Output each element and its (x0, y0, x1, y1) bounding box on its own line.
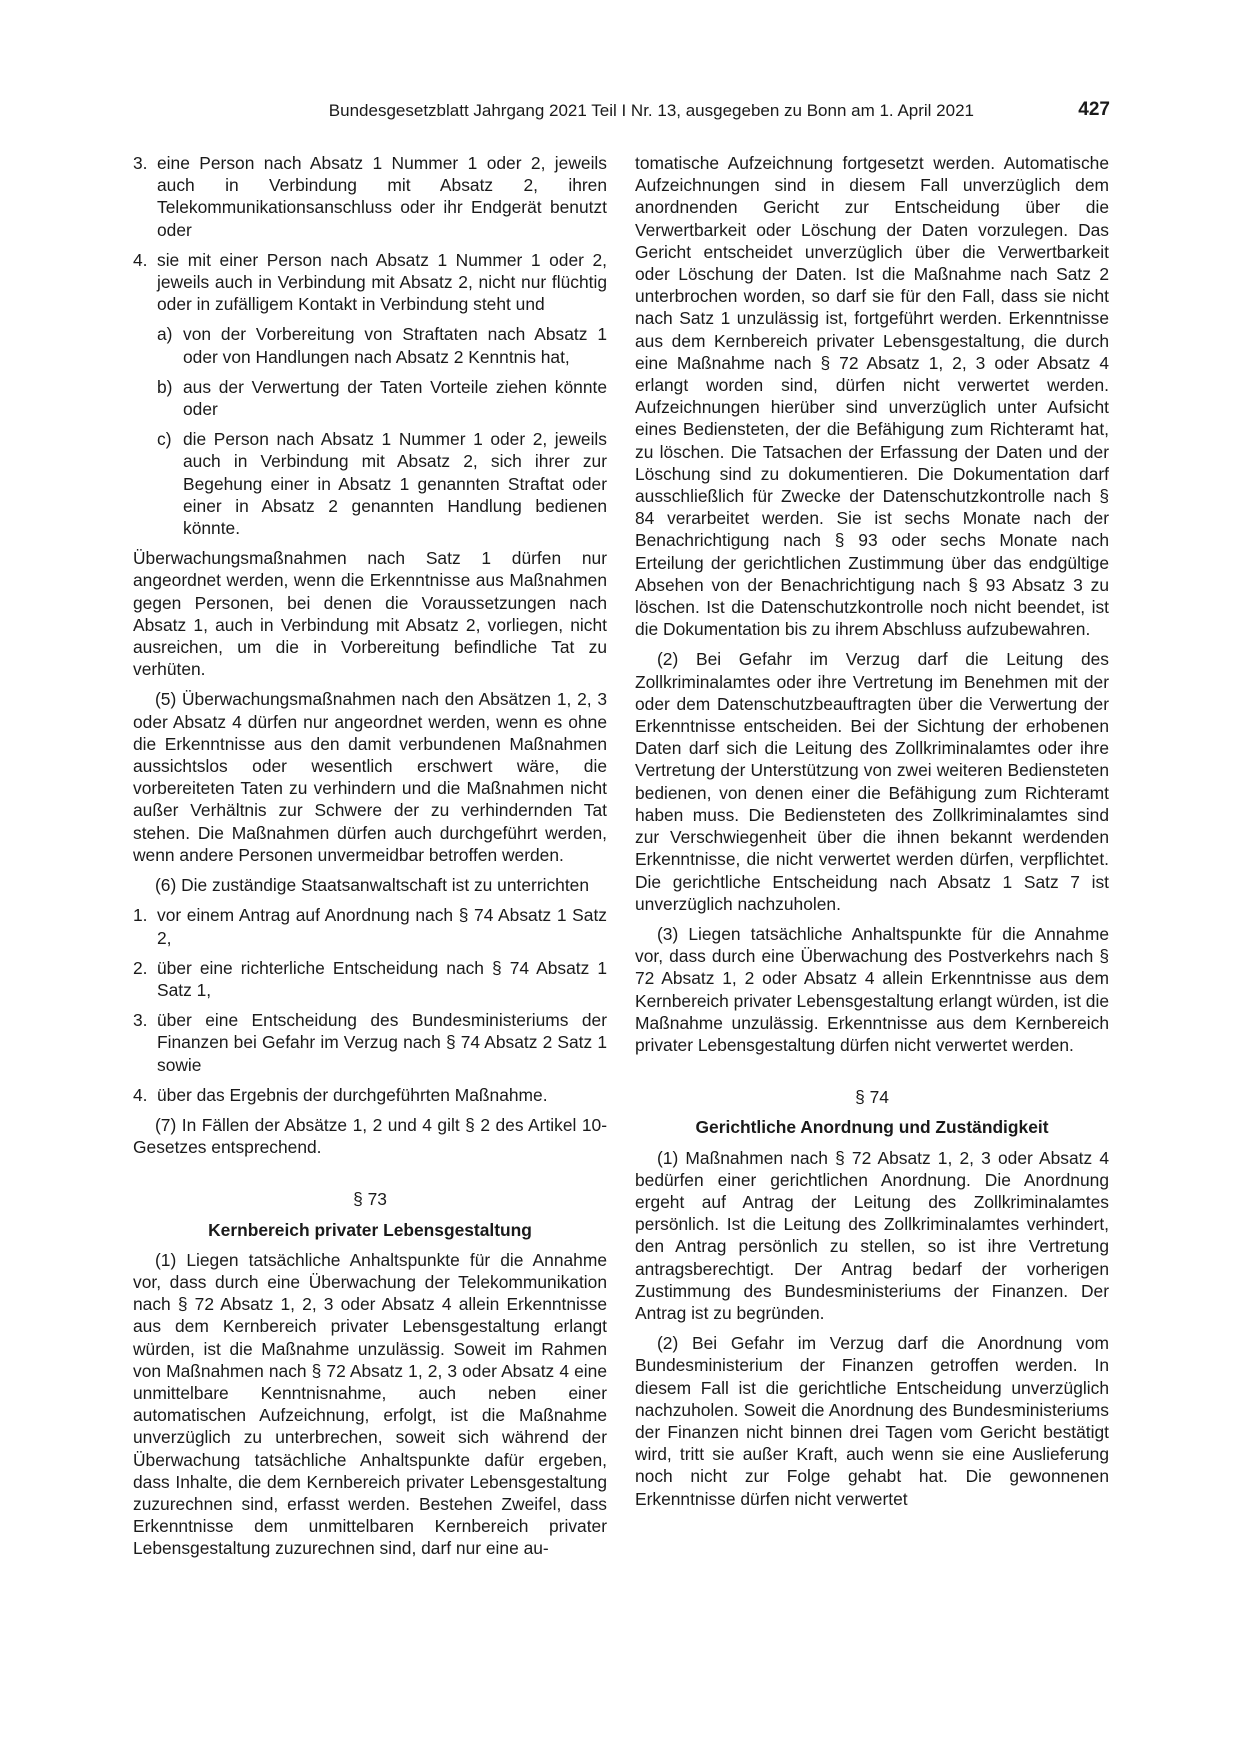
list-item (133, 904, 607, 948)
list-item-number: 1. (133, 905, 148, 926)
paragraph-5: (5) Überwachungsmaßnahmen nach den Absätzen 1, 2, 3 oder Absatz 4 dürfen nur angeordnet werden, wenn es ohne die Erkenntnisse aus den damit verbundenen Maßnahmen aussichtslos oder wesentlich erschwert wäre, die vorbereiteten Taten zu verhindern und die Maßnahmen nicht außer Verhältnis zur Schwere der zu verhindernden Tat stehen. Die Maßnahmen dürfen auch durchgeführt werden, wenn andere Personen unvermeidbar betroffen werden. (133, 689, 607, 865)
sub-list-letter: a) (157, 324, 173, 345)
sub-list-text: die Person nach Absatz 1 Nummer 1 oder 2, jeweils auch in Verbindung mit Absatz 2, sich ihrer zur Begehung einer in Absatz 1 genannten Straftat oder einer in Absatz 2 genannten Handlung bedienen könnte. (183, 429, 607, 539)
paragraph-6: (6) Die zuständige Staatsanwaltschaft ist zu unterrichten (155, 875, 590, 896)
list-item (133, 1009, 607, 1076)
sub-list-letter: b) (157, 376, 173, 397)
paragraph-1: (1) Maßnahmen nach § 72 Absatz 1, 2, 3 oder Absatz 4 bedürfen einer gerichtlichen Anordnung. Die Anordnung ergeht auf Antrag der Leitung des Zollkriminalamtes persönlich. Ist die Leitung des Zollkriminalamtes verhindert, den Antrag persönlich zu stellen, so ist ihre Vertretung antragsberechtigt. Der Antrag bedarf der vorherigen Zustimmung des Bundesministeriums der Finanzen. Der Antrag ist zu begründen. (635, 1147, 1109, 1323)
list-item-text: über eine richterliche Entscheidung nach § 74 Absatz 1 Satz 1, (157, 957, 607, 1000)
paragraph-7: (7) In Fällen der Absätze 1, 2 und 4 gilt § 2 des Artikel 10-Gesetzes entsprechend. (133, 1114, 607, 1158)
paragraph-1: (1) Liegen tatsächliche Anhaltspunkte für die Annahme vor, dass durch eine Überwachung der Telekommunikation nach § 72 Absatz 1, 2, 3 oder Absatz 4 allein Erkenntnisse aus dem Kernbereich privater Lebensgestaltung erlangt würden, ist die Maßnahme unzulässig. Soweit im Rahmen von Maßnahmen nach § 72 Absatz 1, 2, 3 oder Absatz 4 eine unmittelbare Kenntnisnahme, auch neben einer automatischen Aufzeichnung, erfolgt, ist die Maßnahme unverzüglich zu unterbrechen, soweit sich während der Überwachung tatsächliche Anhaltspunkte dafür ergeben, dass Inhalte, die dem Kernbereich privater Lebensgestaltung zuzurechnen sind, erfasst werden. Bestehen Zweifel, dass Erkenntnisse dem unmittelbaren Kernbereich privater Lebensgestaltung zuzurechnen sind, darf nur eine au- (133, 1249, 607, 1559)
list-item (133, 152, 607, 241)
list-item-text: sie mit einer Person nach Absatz 1 Nummer 1 oder 2, jeweils auch in Verbindung mit Absatz 2, nicht nur flüchtig oder in zufälligem Kontakt in Verbindung steht und (157, 249, 607, 315)
paragraph-3: (3) Liegen tatsächliche Anhaltspunkte für die Annahme vor, dass durch eine Überwachung des Postverkehrs nach § 72 Absatz 1, 2 oder Absatz 4 allein Erkenntnisse aus dem Kernbereich privater Lebensgestaltung erlangt würden, ist die Maßnahme unzulässig. Erkenntnisse aus dem Kernbereich privater Lebensgestaltung dürfen nicht verwertet werden. (635, 923, 1109, 1055)
sub-list-item (133, 323, 607, 367)
page-header (130, 99, 1110, 123)
list-item-number: 4. (133, 249, 148, 270)
sub-list-item (133, 428, 607, 539)
left-column (133, 152, 607, 1568)
list-item-number: 3. (133, 153, 148, 173)
header-title: Bundesgesetzblatt Jahrgang 2021 Teil I Nr. 13, ausgegeben zu Bonn am 1. April 2021 (328, 101, 974, 120)
list-item-text: über das Ergebnis der durchgeführten Maßnahme. (157, 1084, 548, 1105)
list-item-text: vor einem Antrag auf Anordnung nach § 74 Absatz 1 Satz 2, (157, 905, 607, 948)
paragraph-2: (2) Bei Gefahr im Verzug darf die Anordnung vom Bundesministerium der Finanzen getroffen werden. In diesem Fall ist die gerichtliche Entscheidung unverzüglich nachzuholen. Soweit die Anordnung des Bundesministeriums der Finanzen nicht binnen drei Tagen vom Gericht bestätigt wird, tritt sie außer Kraft, auch wenn sie eine Auslieferung noch nicht zur Folge gehabt hat. Die gewonnenen Erkenntnisse dürfen nicht verwertet (635, 1333, 1109, 1509)
list-item-text: über eine Entscheidung des Bundesministeriums der Finanzen bei Gefahr im Verzug nach § 74 Absatz 2 Satz 1 sowie (157, 1010, 607, 1075)
page-number: 427 (1078, 99, 1110, 120)
list-item (133, 1084, 607, 1106)
paragraph-2: (2) Bei Gefahr im Verzug darf die Leitung des Zollkriminalamtes oder ihre Vertretung im Benehmen mit der oder dem Datenschutzbeauftragten über die Verwertung der Erkenntnisse entscheiden. Bei der Sichtung der erhobenen Daten darf sich die Leitung des Zollkriminalamtes oder ihre Vertretung der Unterstützung von zwei weiteren Bediensteten bedienen, von denen einer die Befähigung zum Richteramt haben muss. Die Bediensteten des Zollkriminalamtes sind zur Verschwiegenheit über die ihnen bekannt werdenden Erkenntnisse, die nicht verwertet werden dürfen, verpflichtet. Die gerichtliche Entscheidung nach Absatz 1 Satz 7 ist unverzüglich nachzuholen. (635, 649, 1109, 914)
sub-list-item (133, 376, 607, 420)
paragraph: Überwachungsmaßnahmen nach Satz 1 dürfen nur angeordnet werden, wenn die Erkenntnisse aus Maßnahmen gegen Personen, bei denen die Voraussetzungen nach Absatz 1, auch in Verbindung mit Absatz 2, vorliegen, nicht ausreichen, um die in Vorbereitung befindliche Tat zu verhüten. (133, 548, 607, 680)
list-item (133, 957, 607, 1001)
paragraph-continued: tomatische Aufzeichnung fortgesetzt werden. Automatische Aufzeichnungen sind in diesem Fall unverzüglich dem anordnenden Gericht zur Entscheidung über die Verwertbarkeit oder Löschung der Daten vorzulegen. Das Gericht entscheidet unverzüglich über die Verwertbarkeit oder Löschung der Daten. Ist die Maßnahme nach Satz 2 unterbrochen worden, so darf sie für den Fall, dass sie nicht nach Satz 1 unzulässig ist, fortgeführt werden. Erkenntnisse aus dem Kernbereich privater Lebensgestaltung, die durch eine Maßnahme nach § 72 Absatz 1, 2, 3 oder Absatz 4 erlangt worden sind, dürfen nicht verwertet werden. Aufzeichnungen hierüber sind unverzüglich unter Aufsicht eines Bediensteten, der die Befähigung zum Richteramt hat, zu löschen. Die Tatsachen der Erfassung der Daten und der Löschung sind zu dokumentieren. Die Dokumentation darf ausschließlich für Zwecke der Datenschutzkontrolle nach § 84 verarbeitet werden. Sie ist sechs Monate nach der Benachrichtigung nach § 93 oder sechs Monate nach Erteilung der gerichtlichen Zustimmung über das endgültige Absehen von der Benachrichtigung nach § 93 Absatz 3 zu löschen. Ist die Datenschutzkontrolle noch nicht beendet, ist die Dokumentation bis zu ihrem Abschluss aufzubewahren. (635, 153, 1109, 640)
sub-list-text: aus der Verwertung der Taten Vorteile ziehen könnte oder (183, 376, 607, 420)
list-item-number: 4. (133, 1084, 148, 1105)
right-column (635, 152, 1109, 1518)
list-item (133, 249, 607, 316)
section-number: § 73 (353, 1189, 387, 1210)
list-item-text: eine Person nach Absatz 1 Nummer 1 oder 2, jeweils auch in Verbindung mit Absatz 2, ihren Telekommunikationsanschluss oder ihr Endgerät benutzt oder (157, 153, 607, 240)
sub-list-text: von der Vorbereitung von Straftaten nach Absatz 1 oder von Handlungen nach Absatz 2 Kenntnis hat, (183, 324, 607, 367)
section-title: Kernbereich privater Lebensgestaltung (208, 1219, 532, 1240)
list-item-number: 2. (133, 957, 148, 978)
list-item-number: 3. (133, 1010, 148, 1031)
section-number: § 74 (855, 1087, 889, 1108)
sub-list-letter: c) (157, 429, 172, 450)
section-title: Gerichtliche Anordnung und Zuständigkeit (695, 1117, 1049, 1138)
